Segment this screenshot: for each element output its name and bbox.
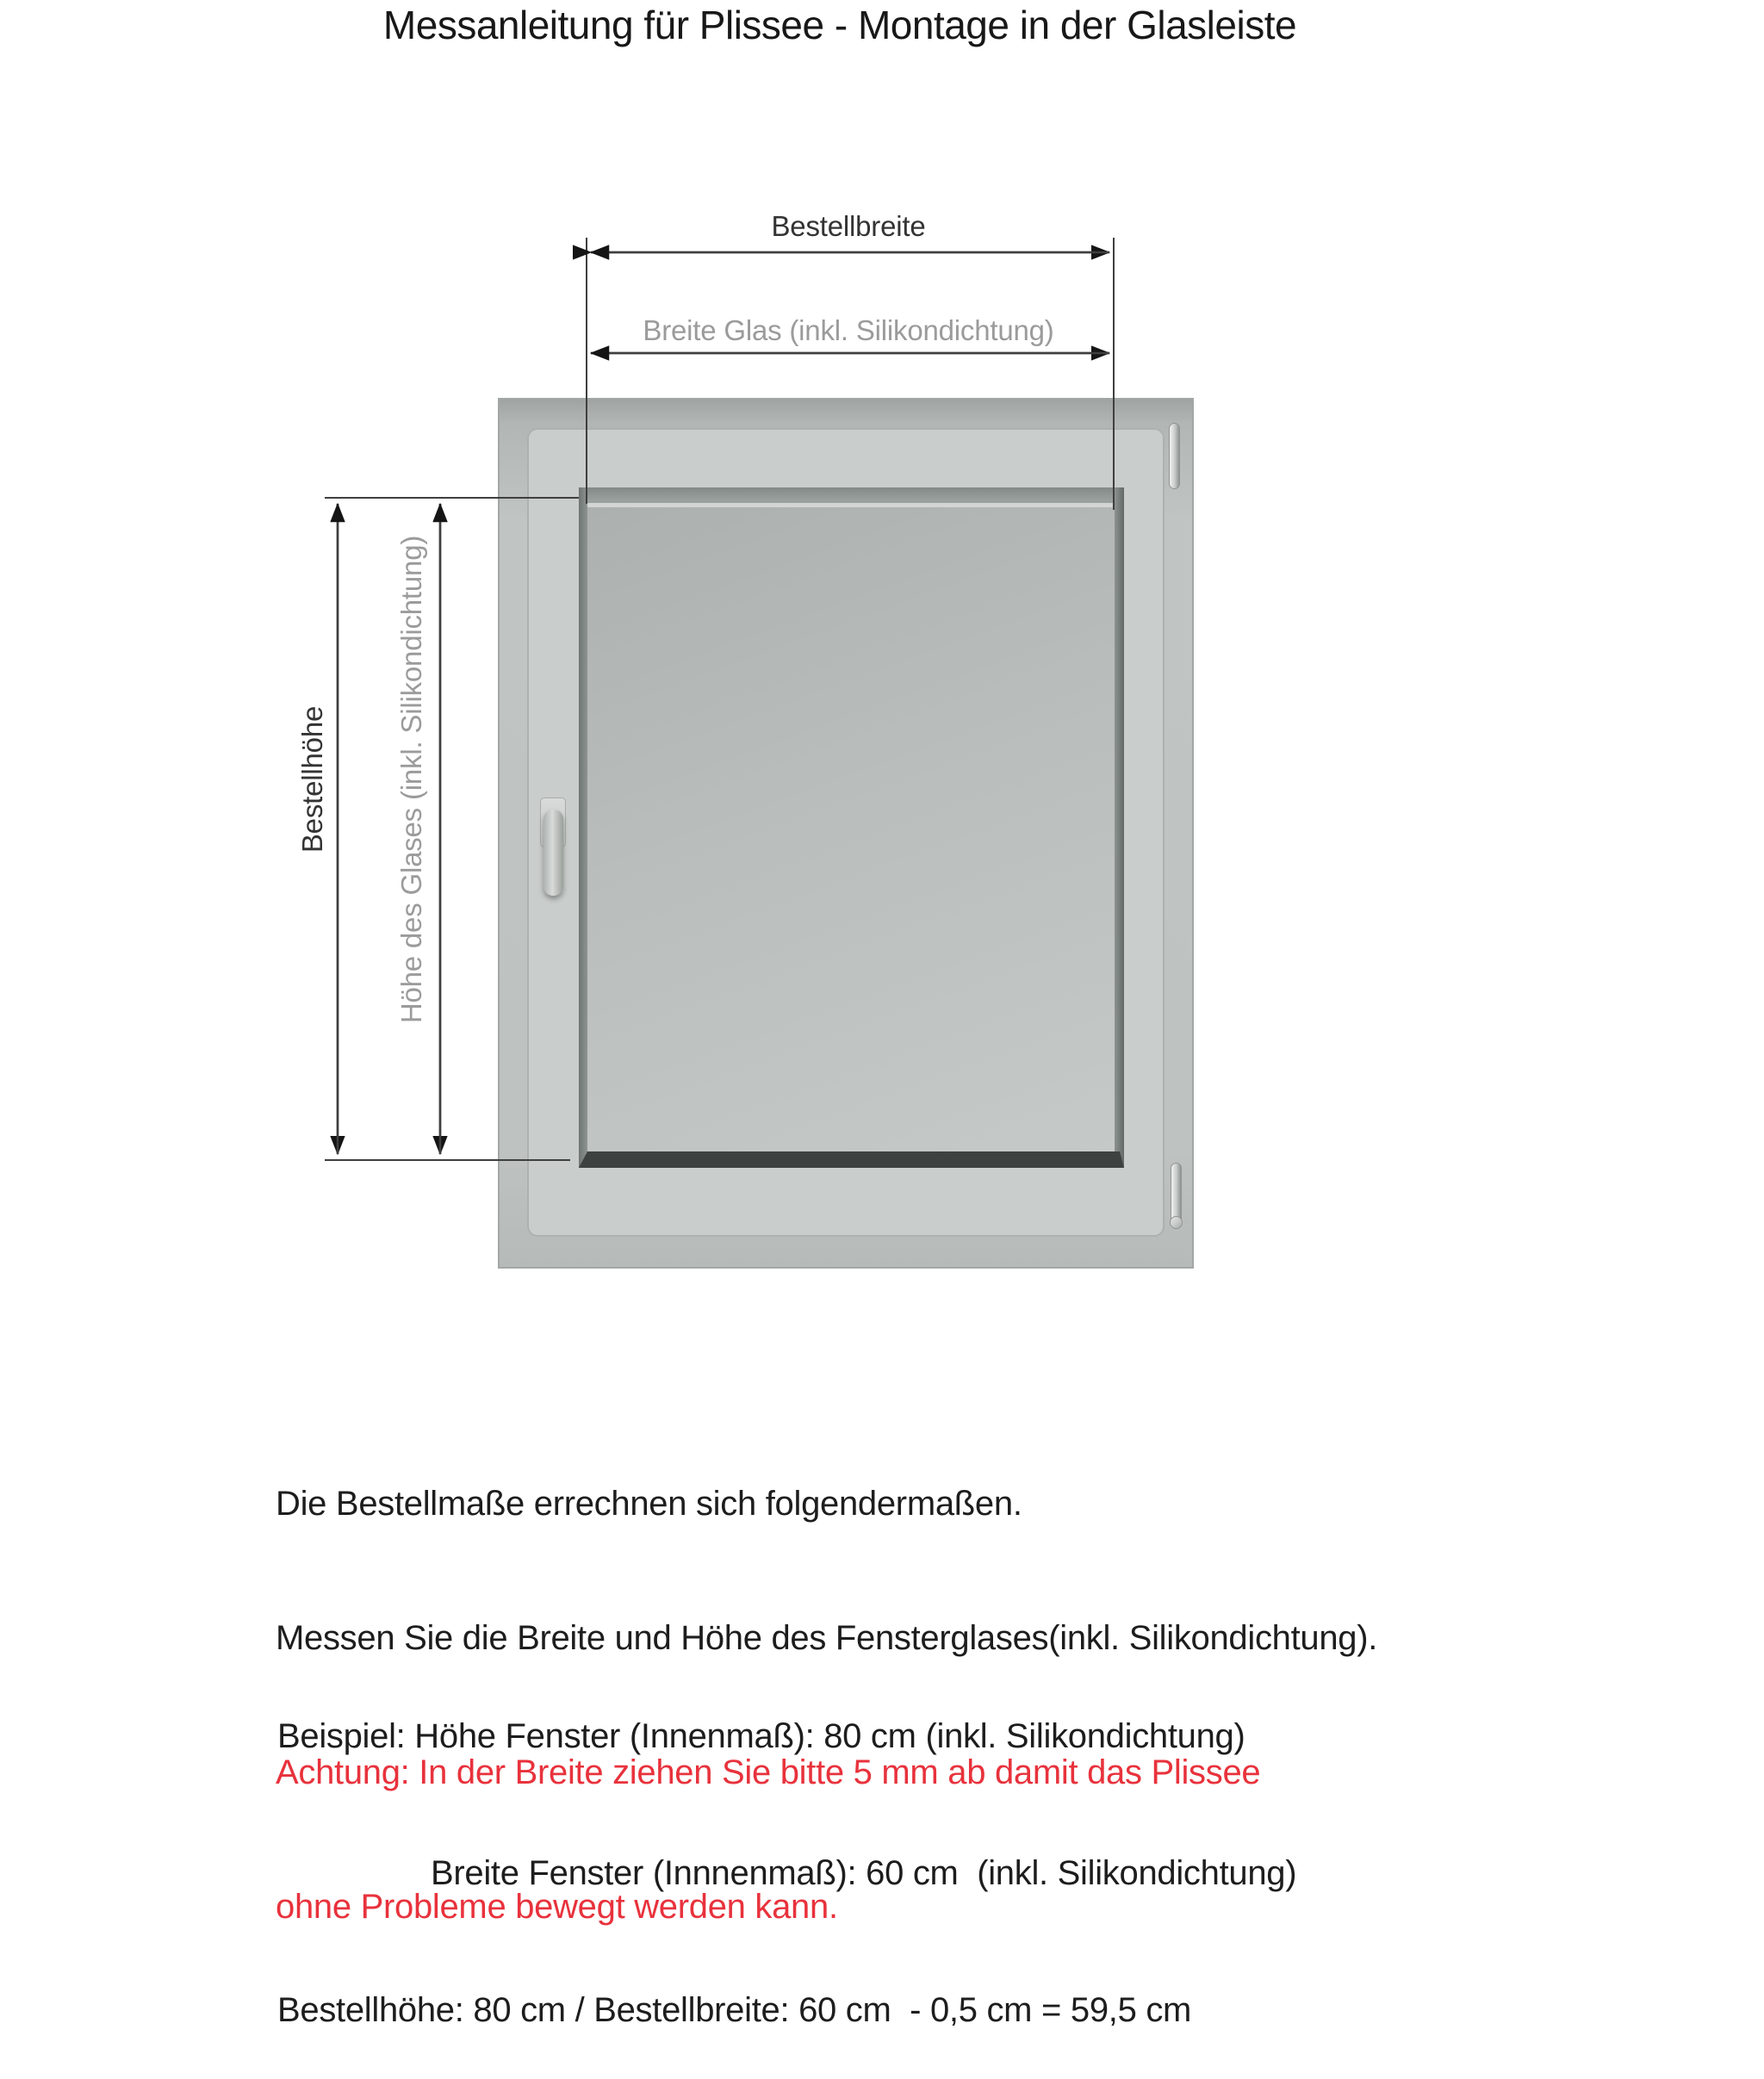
warning-line-2: ohne Probleme bewegt werden kann. — [276, 1888, 838, 1926]
warning-line-1: Achtung: In der Breite ziehen Sie bitte 5 mm ab damit das Plissee — [276, 1753, 1261, 1791]
example-line-3: Bestellhöhe: 80 cm / Bestellbreite: 60 cm - 0,5 cm = 59,5 cm — [277, 1991, 1192, 2029]
example-line-2: Breite Fenster (Innnenmaß): 60 cm (inkl. Silikondichtung) — [431, 1854, 1297, 1892]
label-breite-glas: Breite Glas (inkl. Silikondichtung) — [643, 314, 1054, 346]
instruction-line-2: Messen Sie die Breite und Höhe des Fensterglases(inkl. Silikondichtung). — [276, 1619, 1378, 1657]
label-hoehe-glas: Höhe des Glases (inkl. Silikondichtung) — [395, 535, 427, 1024]
example-line-1: Beispiel: Höhe Fenster (Innenmaß): 80 cm (inkl. Silikondichtung) — [277, 1717, 1245, 1755]
page-title: Messanleitung für Plissee - Montage in der Glasleiste — [382, 3, 1297, 47]
label-bestellbreite: Bestellbreite — [771, 210, 926, 242]
instruction-line-1: Die Bestellmaße errechnen sich folgendermaßen. — [276, 1485, 1022, 1523]
example-block — [277, 1623, 1296, 2079]
label-bestellhoehe: Bestellhöhe — [296, 705, 328, 853]
